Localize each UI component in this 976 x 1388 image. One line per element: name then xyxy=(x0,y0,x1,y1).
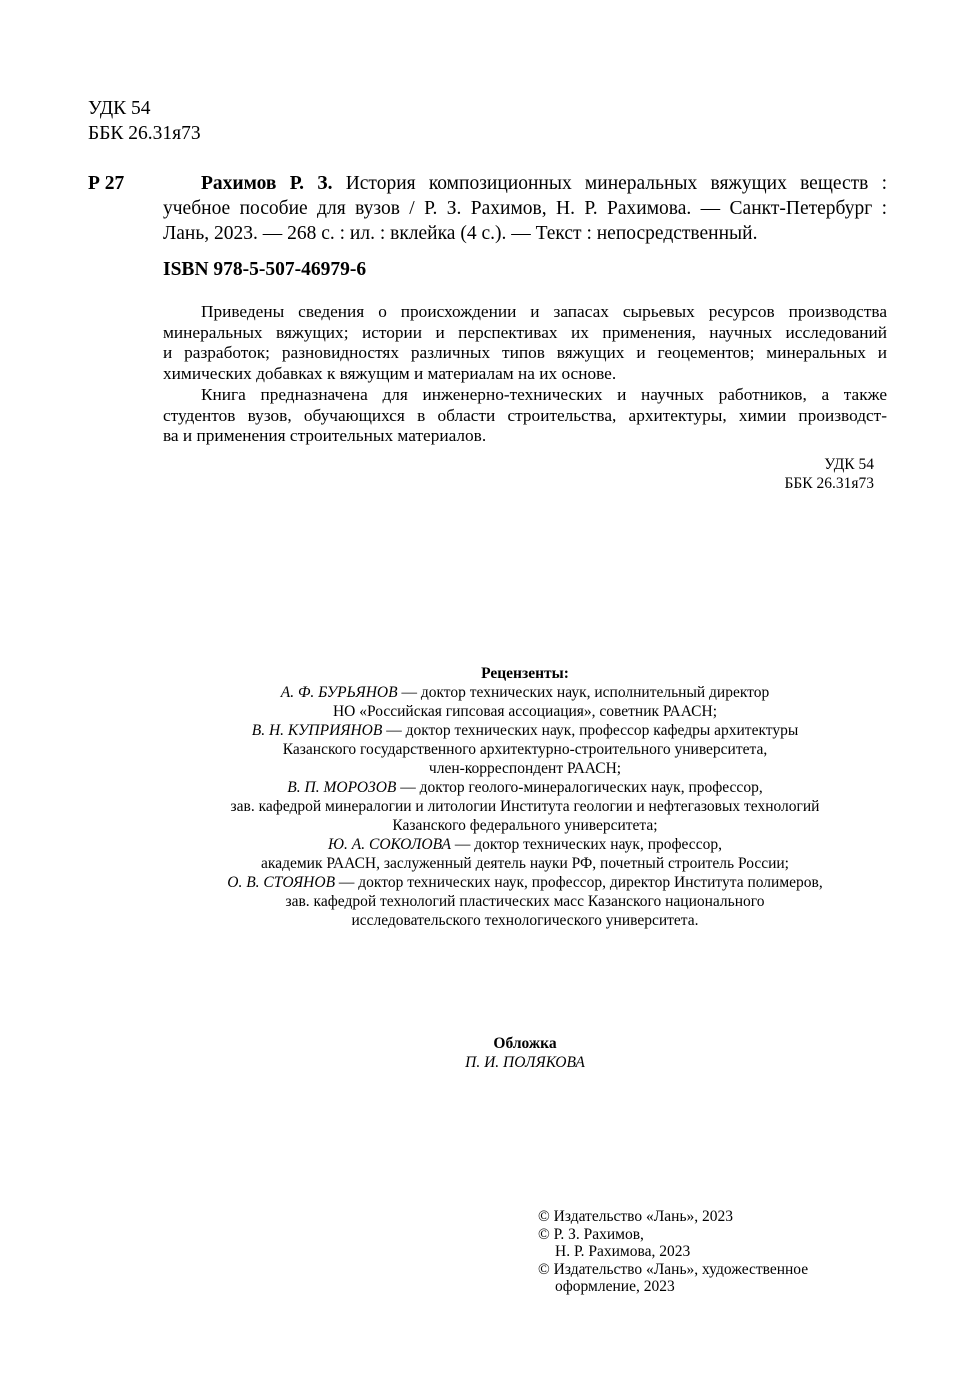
reviewer-name: О. В. СТОЯНОВ xyxy=(227,874,336,891)
reviewer-line xyxy=(0,721,976,740)
bbk-code: ББК 26.31я73 xyxy=(784,475,874,492)
reviewer-line: Казанского федерального университета; xyxy=(392,817,658,834)
cover-designer: П. И. ПОЛЯКОВА xyxy=(465,1054,585,1071)
citation-author: Рахимов Р. З. xyxy=(201,173,333,194)
reviewer-line xyxy=(0,873,976,892)
reviewer-name: В. Н. КУПРИЯНОВ xyxy=(251,722,383,739)
copyright-block xyxy=(538,1208,808,1296)
reviewer-name: Ю. А. СОКОЛОВА xyxy=(328,836,451,853)
annotation-line: и разработок; разновидностях различных типов вяжущих и геоцементов; минеральных и xyxy=(163,343,887,363)
citation-title: История композиционных минеральных вяжущих веществ : xyxy=(345,173,888,194)
reviewer-title: — доктор технических наук, профессор кафедры архитектуры xyxy=(382,722,799,739)
udk-bbk-annotation xyxy=(784,455,874,493)
reviewer-name: В. П. МОРОЗОВ xyxy=(287,779,397,796)
citation-line-3: Лань, 2023. — 268 с. : ил. : вклейка (4 с.). — Текст : непосредственный. xyxy=(163,223,758,244)
copyright-line: оформление, 2023 xyxy=(555,1278,675,1295)
reviewer-line: академик РААСН, заслуженный деятель науки РФ, почетный строитель России; xyxy=(261,855,789,872)
annotation-line: ва и применения строительных материалов. xyxy=(163,426,487,446)
annotation-line: студентов вузов, обучающихся в области строительства, архитектуры, химии производст- xyxy=(163,405,887,425)
author-mark: Р 27 xyxy=(88,173,125,194)
annotation-line: Приведены сведения о происхождении и запасах сырьевых ресурсов производства xyxy=(201,302,887,321)
annotation xyxy=(163,302,887,447)
reviewer-title: — доктор технических наук, профессор, xyxy=(450,836,722,853)
annotation-line: Книга предназначена для инженерно-технических и научных работников, а также xyxy=(201,384,887,404)
bbk-code: ББК 26.31я73 xyxy=(88,123,201,144)
citation-line-1 xyxy=(163,171,887,196)
copyright-line: Н. Р. Рахимова, 2023 xyxy=(555,1243,691,1260)
isbn: ISBN 978-5-507-46979-6 xyxy=(163,259,367,280)
reviewers-block xyxy=(0,664,976,930)
reviewer-line: зав. кафедрой минералогии и литологии Института геологии и нефтегазовых технологий xyxy=(230,798,820,815)
annotation-line: минеральных вяжущих; истории и перспективах их применения, научных исследований xyxy=(163,322,887,342)
reviewer-line: член-корреспондент РААСН; xyxy=(428,760,622,777)
reviewer-title: — доктор геолого-минералогических наук, профессор, xyxy=(396,779,763,796)
copyright-line: © Издательство «Лань», художественное xyxy=(538,1260,809,1278)
udk-code: УДК 54 xyxy=(824,456,874,473)
reviewers-heading: Рецензенты: xyxy=(481,665,569,682)
bibliographic-citation xyxy=(163,171,887,246)
reviewer-title: — доктор технических наук, исполнительный директор xyxy=(397,684,770,701)
annotation-line: химических добавках к вяжущим и материалам на их основе. xyxy=(163,364,617,384)
reviewer-line: Казанского государственного архитектурно-строительного университета, xyxy=(282,741,768,758)
reviewer-title: — доктор технических наук, профессор, директор Института полимеров, xyxy=(335,874,823,891)
reviewer-line: исследовательского технологического университета. xyxy=(351,912,699,929)
copyright-line: © Р. З. Рахимов, xyxy=(538,1225,644,1243)
udk-code: УДК 54 xyxy=(88,98,151,119)
reviewer-name: А. Ф. БУРЬЯНОВ xyxy=(280,684,398,701)
cover-heading: Обложка xyxy=(493,1035,557,1052)
copyright-line: © Издательство «Лань», 2023 xyxy=(538,1208,734,1225)
reviewer-line: НО «Российская гипсовая ассоциация», советник РААСН; xyxy=(332,703,718,720)
reviewer-line xyxy=(0,835,976,854)
reviewer-line xyxy=(0,683,976,702)
udk-bbk-header xyxy=(88,96,201,146)
citation-line-2: учебное пособие для вузов / Р. З. Рахимов, Н. Р. Рахимова. — Санкт-Петербург : xyxy=(163,198,887,219)
reviewer-line: зав. кафедрой технологий пластических масс Казанского национального xyxy=(285,893,765,910)
reviewer-line xyxy=(0,778,976,797)
cover-credit xyxy=(0,1034,976,1072)
